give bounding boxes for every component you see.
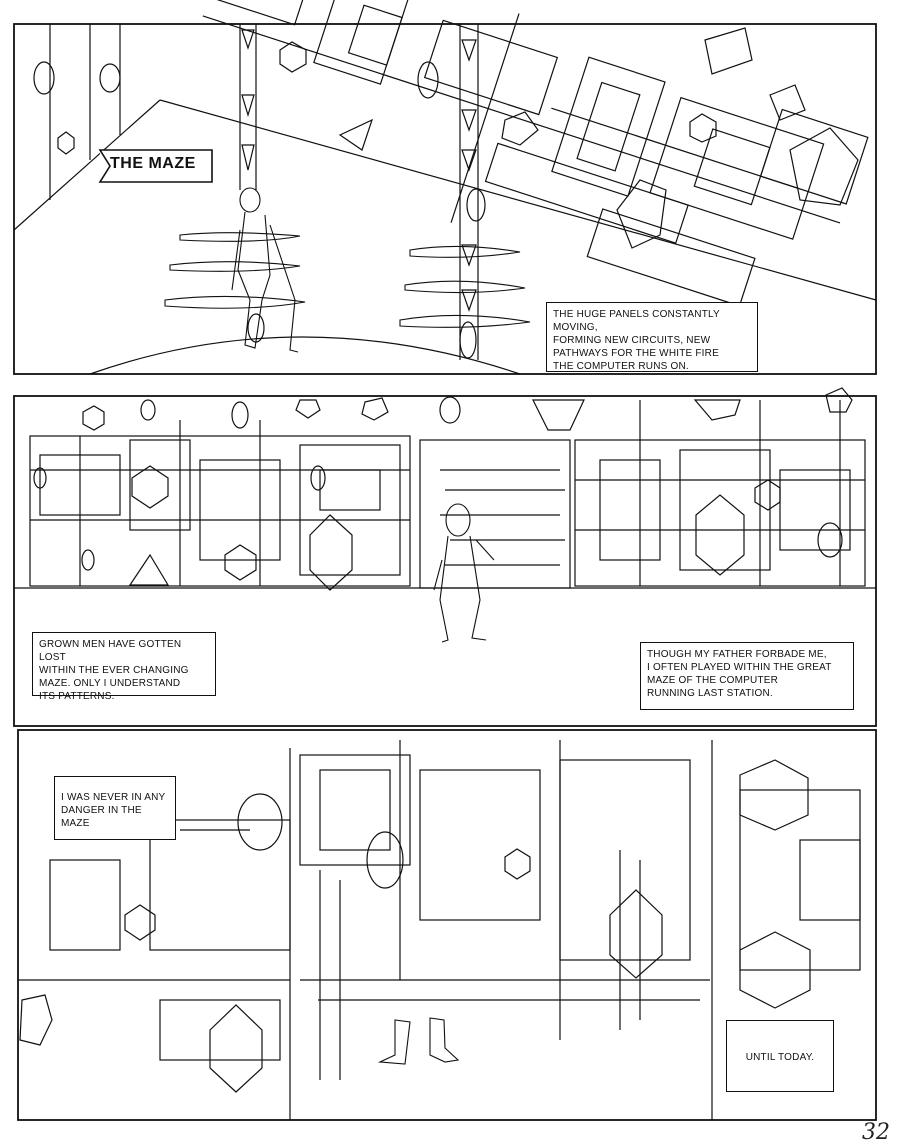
caption-panel3-left: I WAS NEVER IN ANY DANGER IN THE MAZE xyxy=(54,776,176,840)
page-number: 32 xyxy=(862,1120,890,1145)
caption-panel3-right: UNTIL TODAY. xyxy=(726,1020,834,1092)
caption-panel1: THE HUGE PANELS CONSTANTLY MOVING, FORMING NEW CIRCUITS, NEW PATHWAYS FOR THE WHITE FIRE THE COMPUTER RUNS ON. xyxy=(546,302,758,372)
page-title: THE MAZE xyxy=(110,155,196,172)
caption-panel2-right: THOUGH MY FATHER FORBADE ME, I OFTEN PLAYED WITHIN THE GREAT MAZE OF THE COMPUTER RUNNING LAST STATION. xyxy=(640,642,854,710)
child-figure-panel2 xyxy=(434,504,494,642)
caption-panel2-left: GROWN MEN HAVE GOTTEN LOST WITHIN THE EVER CHANGING MAZE. ONLY I UNDERSTAND ITS PATTERNS. xyxy=(32,632,216,696)
boots xyxy=(380,1018,458,1064)
